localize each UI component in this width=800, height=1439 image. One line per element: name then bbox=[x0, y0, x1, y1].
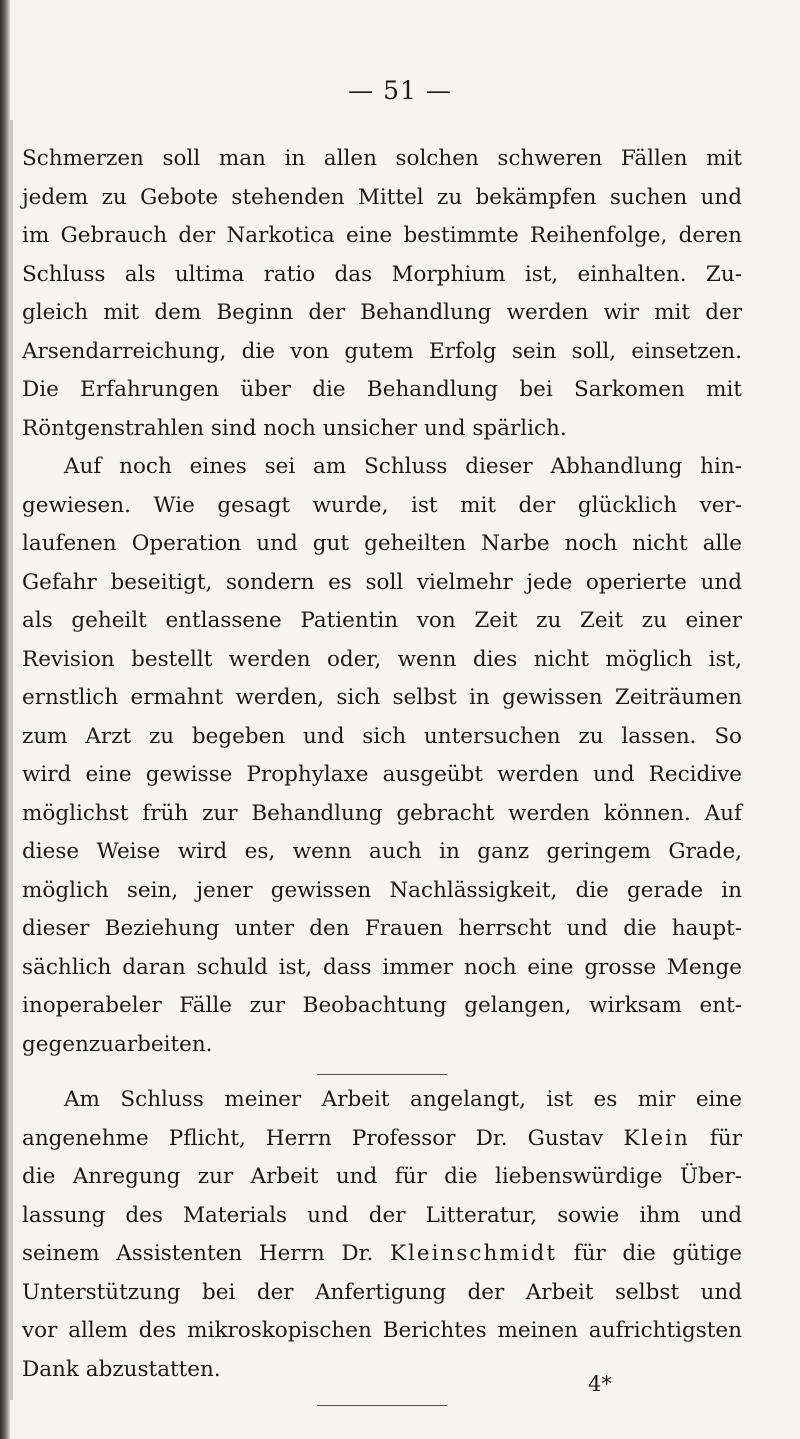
text-line: vor allem des mikroskopischen Berichtes meinen aufrichtigsten bbox=[22, 1318, 742, 1343]
body-text bbox=[22, 140, 742, 1406]
text-line: zum Arzt zu begeben und sich untersuchen zu lassen. So bbox=[22, 723, 742, 749]
text-line: Arsendarreichung, die von gutem Erfolg sein soll, einsetzen. bbox=[22, 338, 742, 364]
text-line: möglichst früh zur Behandlung gebracht werden können. Auf bbox=[22, 800, 742, 826]
text-line: wird eine gewisse Prophylaxe ausgeübt werden und Recidive bbox=[22, 762, 742, 787]
text-line: Schmerzen soll man in allen solchen schweren Fällen mit bbox=[22, 146, 742, 171]
signature-mark: 4* bbox=[588, 1372, 612, 1396]
person-name-klein: Klein bbox=[623, 1125, 690, 1151]
text-line bbox=[22, 1235, 742, 1274]
text-line: sächlich daran schuld ist, dass immer noch eine grosse Menge bbox=[22, 954, 742, 980]
text-segment: für bbox=[709, 1125, 742, 1151]
text-line: möglich sein, jener gewissen Nachlässigkeit, die gerade in bbox=[22, 877, 742, 903]
text-segment: für die gütige bbox=[573, 1241, 742, 1266]
text-line: Schluss als ultima ratio das Morphium ist, einhalten. Zu- bbox=[22, 261, 742, 287]
text-line: Gefahr beseitigt, sondern es soll vielmehr jede operierte und bbox=[22, 569, 742, 595]
paragraph-prophylaxis bbox=[22, 448, 742, 1064]
text-line: Dank abzustatten. bbox=[22, 1356, 221, 1382]
text-segment: seinem Assistenten Herrn Dr. bbox=[22, 1241, 374, 1266]
text-line: gleich mit dem Beginn der Behandlung werden wir mit der bbox=[22, 300, 742, 325]
paragraph-acknowledgement bbox=[22, 1081, 742, 1389]
page-binding-shadow bbox=[10, 120, 13, 1400]
page-left-edge bbox=[0, 0, 10, 1439]
text-line: gegenzuarbeiten. bbox=[22, 1031, 213, 1057]
text-line: im Gebrauch der Narkotica eine bestimmte Reihenfolge, deren bbox=[22, 223, 742, 248]
page-number: — 51 — bbox=[348, 76, 452, 105]
text-line: lassung des Materials und der Litteratur, sowie ihm und bbox=[22, 1202, 742, 1228]
text-line: die Anregung zur Arbeit und für die liebenswürdige Über- bbox=[22, 1164, 742, 1189]
text-line bbox=[22, 1120, 742, 1159]
text-line: inoperabeler Fälle zur Beobachtung gelangen, wirksam ent- bbox=[22, 993, 742, 1018]
section-divider bbox=[317, 1074, 447, 1075]
person-name-kleinschmidt: Kleinschmidt bbox=[389, 1241, 557, 1266]
text-line: Röntgenstrahlen sind noch unsicher und spärlich. bbox=[22, 415, 567, 441]
text-line: gewiesen. Wie gesagt wurde, ist mit der glücklich ver- bbox=[22, 492, 742, 518]
text-line: ernstlich ermahnt werden, sich selbst in gewissen Zeiträumen bbox=[22, 685, 742, 710]
text-line: Am Schluss meiner Arbeit angelangt, ist es mir eine bbox=[64, 1087, 742, 1112]
text-line: Die Erfahrungen über die Behandlung bei Sarkomen mit bbox=[22, 377, 742, 402]
text-line: jedem zu Gebote stehenden Mittel zu bekämpfen suchen und bbox=[22, 184, 742, 210]
closing-divider bbox=[317, 1405, 447, 1406]
text-line: als geheilt entlassene Patientin von Zeit zu Zeit zu einer bbox=[22, 608, 742, 633]
text-line: diese Weise wird es, wenn auch in ganz geringem Grade, bbox=[22, 839, 742, 864]
text-line: Auf noch eines sei am Schluss dieser Abhandlung hin- bbox=[64, 454, 742, 479]
text-line: Unterstützung bei der Anfertigung der Arbeit selbst und bbox=[22, 1279, 742, 1305]
text-segment: angenehme Pflicht, Herrn Professor Dr. Gustav bbox=[22, 1125, 604, 1151]
text-line: laufenen Operation und gut geheilten Narbe noch nicht alle bbox=[22, 531, 742, 556]
text-line: Revision bestellt werden oder, wenn dies nicht möglich ist, bbox=[22, 646, 742, 672]
paragraph-treatment bbox=[22, 140, 742, 448]
text-line: dieser Beziehung unter den Frauen herrscht und die haupt- bbox=[22, 916, 742, 941]
